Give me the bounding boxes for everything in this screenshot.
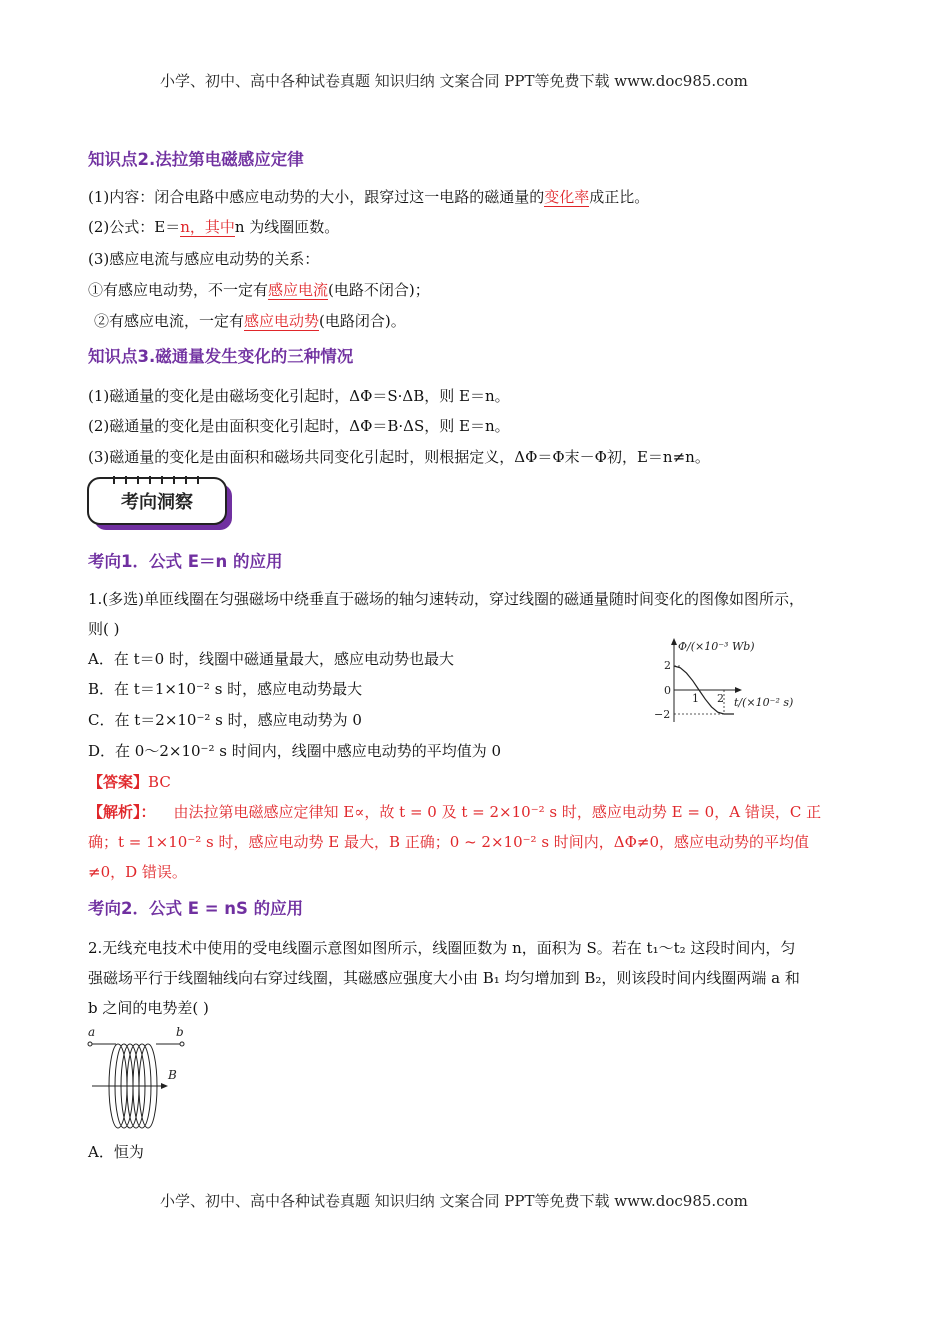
q1-explanation-2: 确；t = 1×10⁻² s 时，感应电动势 E 最大，B 正确；0 ~ 2×10⁻² s 时间内，ΔΦ≠0，感应电动势的平均值 <box>88 833 810 851</box>
graph-x-tick-1: 1 <box>692 692 699 705</box>
banner-label: 考向洞察 <box>121 492 193 513</box>
kp2-content-3: (3)感应电流与感应电动势的关系： <box>88 250 320 268</box>
kp3-title: 知识点3.磁通量发生变化的三种情况 <box>88 347 354 366</box>
q1-option-c: C．在 t＝2×10⁻² s 时，感应电动势为 0 <box>88 711 362 729</box>
coil-label-a: a <box>88 1025 96 1039</box>
q2-option-a: A．恒为 <box>88 1143 144 1161</box>
kp3-line-2: (2)磁通量的变化是由面积变化引起时，ΔΦ＝B·ΔS，则 E＝n。 <box>88 417 510 435</box>
graph-y-tick-neg2: −2 <box>654 708 671 721</box>
q2-stem-1: 2.无线充电技术中使用的受电线圈示意图如图所示，线圈匝数为 n，面积为 S。若在 t₁～t₂ 这段时间内，匀 <box>88 939 796 957</box>
q1-option-d: D．在 0～2×10⁻² s 时间内，线圈中感应电动势的平均值为 0 <box>88 742 502 760</box>
dir1-title: 考向1．公式 E＝n 的应用 <box>88 552 283 571</box>
q1-stem-1: 1.(多选)单匝线圈在匀强磁场中绕垂直于磁场的轴匀速转动，穿过线圈的磁通量随时间变化的图像如图所示， <box>88 590 805 608</box>
kp2-content-4: ①有感应电动势，不一定有感应电流(电路不闭合)； <box>88 281 430 299</box>
kp2-content-1: (1)内容：闭合电路中感应电动势的大小，跟穿过这一电路的磁通量的变化率成正比。 <box>88 188 650 206</box>
q1-explanation-1: 【解析】： 由法拉第电磁感应定律知 E∝，故 t = 0 及 t = 2×10⁻² s 时，感应电动势 E = 0，A 错误，C 正 <box>88 803 822 821</box>
q1-stem-2: 则( ) <box>88 620 120 638</box>
banner-exam-direction <box>86 476 236 534</box>
graph-y-label: Φ/(×10⁻³ Wb) <box>678 640 755 653</box>
graph-y-tick-0: 0 <box>664 684 671 697</box>
kp2-content-5: ②有感应电流，一定有感应电动势(电路闭合)。 <box>94 312 406 330</box>
dir2-title: 考向2．公式 E = nS 的应用 <box>88 899 304 918</box>
graph-y-tick-2: 2 <box>664 659 671 672</box>
q2-stem-2: 强磁场平行于线圈轴线向右穿过线圈，其磁感应强度大小由 B₁ 均匀增加到 B₂，则该段时间内线圈两端 a 和 <box>88 969 800 987</box>
kp2-keyword-n: n，其中 <box>180 218 235 236</box>
kp2-keyword-emf: 感应电动势 <box>244 312 320 330</box>
kp2-title: 知识点2.法拉第电磁感应定律 <box>88 150 304 169</box>
q1-answer: 【答案】BC <box>88 773 171 791</box>
q1-option-b: B．在 t＝1×10⁻² s 时，感应电动势最大 <box>88 680 363 698</box>
coil-label-B: B <box>168 1068 177 1082</box>
kp2-keyword-current: 感应电流 <box>268 281 329 299</box>
graph-x-arrow <box>735 687 742 693</box>
flux-graph <box>650 636 820 726</box>
kp2-keyword-rate: 变化率 <box>544 188 590 206</box>
page-footer: 小学、初中、高中各种试卷真题 知识归纳 文案合同 PPT等免费下载 www.doc985.com <box>160 1192 748 1210</box>
kp2-content-2: (2)公式：E＝n，其中n 为线圈匝数。 <box>88 218 340 236</box>
q1-explanation-3: ≠0，D 错误。 <box>88 863 187 881</box>
q2-stem-3: b 之间的电势差( ) <box>88 999 209 1017</box>
page-header: 小学、初中、高中各种试卷真题 知识归纳 文案合同 PPT等免费下载 www.doc985.com <box>160 72 748 90</box>
field-arrow <box>161 1083 168 1089</box>
coil-label-b: b <box>176 1025 184 1039</box>
q1-option-a: A．在 t＝0 时，线圈中磁通量最大，感应电动势也最大 <box>88 650 454 668</box>
kp3-line-3: (3)磁通量的变化是由面积和磁场共同变化引起时，则根据定义，ΔΦ＝Φ末－Φ初，E＝n≠n。 <box>88 448 710 466</box>
graph-x-label: t/(×10⁻² s) <box>734 696 794 709</box>
kp3-line-1: (1)磁通量的变化是由磁场变化引起时，ΔΦ＝S·ΔB，则 E＝n。 <box>88 387 510 405</box>
graph-x-tick-2: 2 <box>717 692 724 705</box>
coil-diagram <box>86 1024 196 1136</box>
graph-y-arrow <box>671 638 677 645</box>
